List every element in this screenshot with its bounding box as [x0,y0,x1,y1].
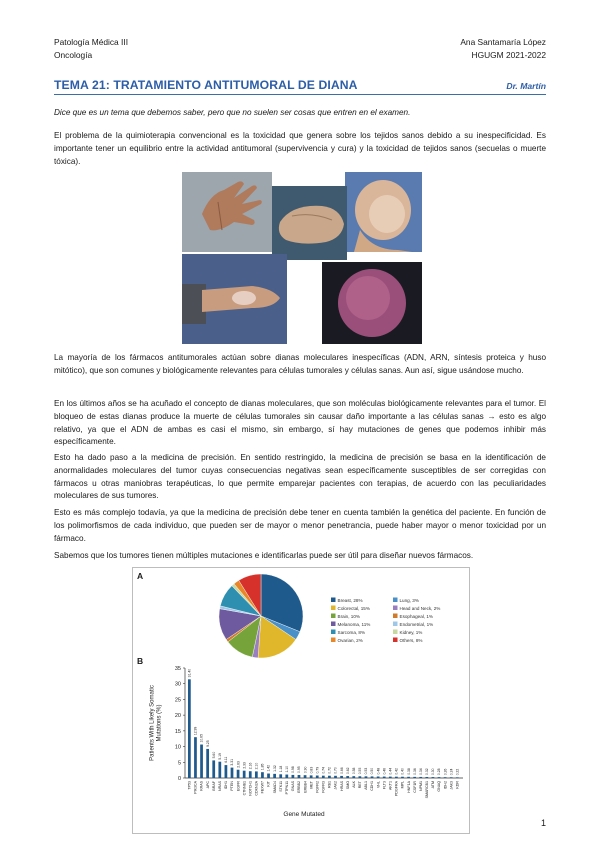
bar [334,776,337,778]
x-tick-label: FBXW7 [260,781,265,794]
author-name: Ana Santamaría López [460,37,546,47]
bar [285,775,288,778]
course-name: Patología Médica III [54,37,129,47]
bar-value-label: 10.65 [199,734,204,743]
bar [218,762,221,778]
bar [340,776,343,778]
legend-swatch [393,598,398,603]
bar [444,777,447,778]
legend-label: Endometrial, 1% [399,622,434,627]
bar [316,776,319,778]
bar-value-label: 0.22 [455,768,460,776]
bar [328,776,331,778]
y-tick-label: 20 [174,713,181,720]
bar-value-label: 0.70 [333,767,338,774]
bar [371,776,374,778]
x-tick-label: GNAS [291,781,296,792]
x-tick-label: ABL1 [364,781,369,790]
legend-label: Breast, 28% [337,598,363,603]
paragraph-3: En los últimos años se ha acuñado el concepto de dianas moleculares, que son moléculas biológicamente relevantes para el tumor. El bloqueo de estas dianas produce la muerte de células tumorales sin causar daño importante a las células sanas → esto es algo relativo, ya que el ADN de ambas es casi el mismo, sin embargo, sí hay mutaciones de genes que podemos inhibir más específicamente. [54,399,546,447]
bar-value-label: 0.34 [418,768,423,775]
lecturer-name: Dr. Martín [506,81,546,91]
bar [194,737,197,778]
bar [346,776,349,778]
bar [432,777,435,778]
legend-swatch [331,622,336,627]
bar [419,777,422,778]
x-tick-label: FGFR3 [321,781,326,793]
x-tick-label: STK11 [278,781,283,792]
x-tick-label: EGFR [236,781,241,791]
header-right [460,36,546,62]
paragraph-2: La mayoría de los fármacos antitumorales actúan sobre dianas moleculares inespecíficas (ADN, ARN, síntesis proteica y huso mitótico), que son comunes y biológicamente relevantes para células tumorales y células sanas. Aun así, sigue usándose mucho. [54,353,546,375]
x-tick-label: ATM [431,781,436,789]
paragraph-6: Sabemos que los tumores tienen múltiples mutaciones e identificarlas puede ser útil para diseñar nuevos fármacos. [54,551,474,560]
bar-value-label: 4.11 [224,756,229,764]
legend-swatch [393,638,398,643]
bar-value-label: 0.24 [449,768,454,776]
y-tick-label: 30 [174,681,181,688]
hands-photo [182,172,272,252]
x-tick-label: SMARCB1 [425,781,430,799]
y-tick-label: 15 [174,728,181,735]
bar-value-label: 0.83 [309,766,314,774]
intro-paragraph: Dice que es un tema que debemos saber, pero que no suelen ser cosas que entren en el examen. [54,108,411,117]
bar-value-label: 0.50 [370,767,375,775]
bar-value-label: 0.58 [351,767,356,775]
mutation-figure [132,567,470,834]
bar-value-label: 1.85 [260,763,265,771]
bar-value-label: 0.48 [376,767,381,775]
x-tick-label: VHL [376,781,381,788]
bar [438,777,441,778]
legend-label: Lung, 3% [399,598,419,603]
bar-value-label: 1.42 [266,764,271,772]
bar [383,777,386,778]
bar-value-label: 0.32 [425,768,430,775]
x-tick-label: BRAF [211,781,216,791]
x-tick-label: APC [205,781,210,789]
x-tick-label: NPM1 [418,781,423,791]
legend-swatch [331,614,336,619]
y-tick-label: 10 [174,744,181,751]
legend-swatch [331,630,336,635]
bar [395,777,398,778]
paragraph-1: El problema de la quimioterapia convencional es la toxicidad que genera sobre los tejidos sanos debido a su inespecificidad. Es importante tener un equilibrio entre la actividad antitumoral (supervivencia y cura) y la toxicidad de tejidos sanos (secuelas o muerte tóxica). [54,131,546,166]
y-tick-label: 5 [177,760,181,767]
bar [450,777,453,778]
bar-value-label: 0.38 [406,768,411,775]
x-tick-label: JAK3 [449,781,454,790]
bar [188,679,191,778]
bar-value-label: 2.63 [236,761,241,768]
bar-value-label: 0.26 [443,768,448,776]
bar-value-label: 2.16 [248,762,253,770]
bar-value-label: 0.40 [400,768,405,775]
x-tick-label: SMAD4 [272,781,277,794]
bar [249,771,252,778]
x-tick-label: MET [309,781,314,789]
bar [267,774,270,778]
legend-label: Head and Neck, 2% [399,606,441,611]
x-tick-label: NOTCH1 [248,781,253,796]
legend-swatch [331,638,336,643]
bar [310,775,313,778]
x-tick-label: FGFR2 [315,781,320,793]
bar [407,777,410,778]
legend-swatch [393,622,398,627]
bar-value-label: 0.74 [321,767,326,774]
institution-name: HGUGM 2021-2022 [471,50,546,60]
bar [273,774,276,778]
bar-value-label: 0.44 [388,768,393,775]
page-number: 1 [540,818,546,828]
bar [200,745,203,778]
toxicity-photo-collage [182,172,422,344]
bar-value-label: 2.10 [254,762,259,770]
x-tick-label: PIK3CA [193,781,198,794]
legend-label: Others, 8% [399,638,423,643]
panel-b-label: B [137,656,144,666]
bar [365,776,368,778]
subject-name: Oncología [54,50,93,60]
x-tick-label: PTEN [230,781,235,791]
bar-value-label: 0.66 [339,767,344,774]
bar-value-label: 9.25 [205,740,210,747]
bar [225,765,228,778]
y-tick-label: 25 [174,697,181,704]
x-tick-label: KDR [455,781,460,789]
bar-value-label: 1.10 [284,765,289,773]
x-tick-label: JAK2 [333,781,338,790]
x-tick-label: AKT1 [388,781,393,790]
x-tick-label: SMO [345,781,350,790]
x-tick-label: ERBB4 [303,781,308,793]
bar [377,776,380,778]
legend-label: Colorectal, 15% [337,606,370,611]
paragraph-4: Esto ha dado paso a la medicina de precisión. En sentido restringido, la medicina de precisión se basa en la identificación de anormalidades moleculares del tumor cuyas consecuencias negativas sean específicamente susceptibles de ser corregidas con fármacos u otras maniobras terapéuticas, lo que permite emparejar pacientes con terapias, de acuerdo con las peculiaridades moleculares de sus tumores. [54,453,546,501]
legend-swatch [393,606,398,611]
bar-value-label: 0.30 [431,768,436,776]
bar-value-label: 5.60 [211,751,216,759]
x-tick-label: IDH1 [224,781,229,790]
x-tick-label: MPL [400,781,405,789]
bar-value-label: 0.98 [291,766,296,773]
bar [352,776,355,778]
bar [401,777,404,778]
bar-value-label: 0.79 [315,766,320,774]
bar-value-label: 0.72 [327,767,332,774]
bar-value-label: 0.55 [358,767,363,775]
panel-a-label: A [137,571,144,581]
x-tick-label: KIT [266,781,271,787]
bar-value-label: 1.32 [272,765,277,772]
x-tick-label: HRAS [339,781,344,791]
x-tick-label: CTNNB1 [242,781,247,796]
y-tick-label: 0 [177,776,181,782]
x-tick-label: PTPN11 [284,781,289,795]
legend-label: Ovarian, 2% [337,638,363,643]
legend-swatch [393,614,398,619]
x-tick-label: TP53 [187,781,192,790]
bar [456,777,459,778]
bar [413,777,416,778]
foot-photo [272,186,347,260]
legend-swatch [393,630,398,635]
legend-label: Esophageal, 1% [399,614,433,619]
bar [279,774,282,778]
bar-value-label: 2.33 [242,762,247,769]
bar [212,760,215,778]
arm-photo [182,254,287,344]
scalp-photo [345,172,422,252]
legend-label: Kidney, 1% [399,630,423,635]
x-axis-label: Gene Mutated [283,811,325,818]
bar-value-label: 0.53 [364,767,369,775]
bar-value-label: 0.28 [437,768,442,776]
bar-value-label: 0.62 [345,767,350,775]
bar [304,775,307,778]
cancer-type-pie-chart [133,568,469,660]
bar [206,749,209,778]
x-tick-label: NRAS [218,781,223,791]
bar [237,770,240,778]
bar [425,777,428,778]
title-row [54,78,546,95]
gene-mutation-bar-chart [133,658,469,833]
bar-value-label: 0.90 [303,766,308,774]
x-tick-label: ALK [351,781,356,788]
x-tick-label: ERBB2 [297,781,302,793]
page-title: TEMA 21: TRATAMIENTO ANTITUMORAL DE DIANA [54,78,358,92]
bar [358,776,361,778]
bar-value-label: 0.42 [394,768,399,775]
paragraph-5: Esto es más complejo todavía, ya que la medicina de precisión debe tener en cuenta también la genética del paciente. En función de los polimorfismos de cada individuo, que pueden ser de mayor o menor penetrancia, puede haber mayor o menor toxicidad por un fármaco. [54,508,546,543]
y-tick-label: 35 [174,666,181,672]
x-tick-label: CDKN2A [254,781,259,796]
bar [255,771,258,778]
bar-value-label: 0.46 [382,767,387,775]
x-tick-label: CDH1 [370,781,375,791]
legend-swatch [331,598,336,603]
x-tick-label: CSF1R [412,781,417,793]
bar [261,772,264,778]
bar [298,775,301,778]
bar-value-label: 5.19 [218,753,223,760]
bar-value-label: 31.40 [187,668,192,678]
x-tick-label: PDGFRA [394,781,399,796]
bar-value-label: 3.31 [230,758,235,766]
bar-value-label: 0.95 [297,766,302,774]
x-tick-label: KRAS [199,781,204,791]
legend-label: Sarcoma, 8% [337,630,366,635]
legend-label: Brain, 10% [337,614,360,619]
x-tick-label: FLT3 [382,781,387,790]
header-left [54,36,128,62]
bar [322,776,325,778]
bar-value-label: 1.18 [278,765,283,773]
nail-photo [322,262,422,344]
bar [389,777,392,778]
x-tick-label: RET [358,781,363,789]
bar [292,775,295,778]
bar-value-label: 0.36 [412,768,417,775]
x-tick-label: GNAQ [437,781,442,792]
x-tick-label: HNF1A [406,781,411,793]
legend-label: Melanoma, 11% [337,622,371,627]
bar-value-label: 12.99 [193,726,198,736]
x-tick-label: RB1 [327,781,332,788]
y-axis-label: Patients With Likely SomaticMutations (%) [149,685,163,761]
legend-swatch [331,606,336,611]
bar [243,771,246,778]
x-tick-label: IDH2 [443,781,448,790]
bar [231,768,234,778]
